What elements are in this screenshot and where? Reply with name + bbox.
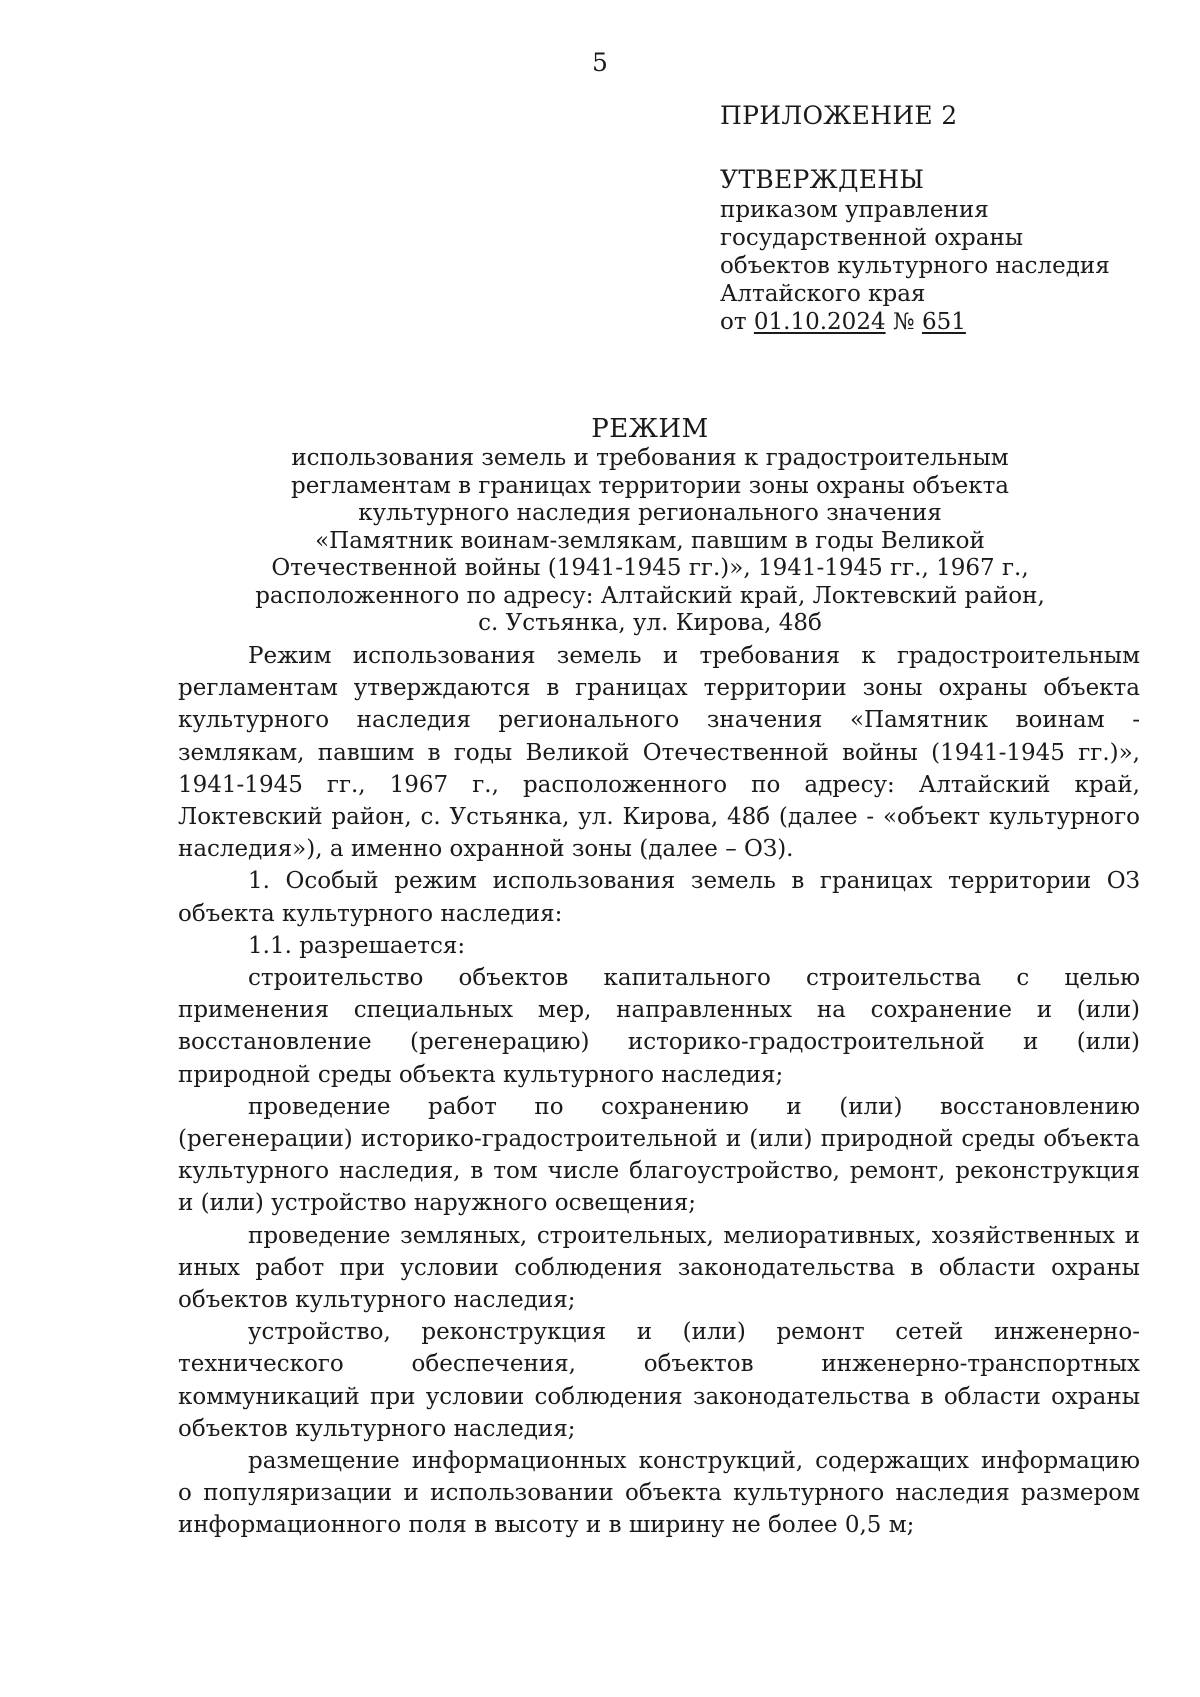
document-body [178, 640, 1140, 1542]
title-line: регламентам в границах территории зоны охраны объекта [290, 472, 1010, 499]
approved-label: УТВЕРЖДЕНЫ [720, 165, 925, 194]
title-line: «Памятник воинам-землякам, павшим в годы Великой [315, 527, 985, 554]
body-paragraph: устройство, реконструкция и (или) ремонт сетей инженерно-технического обеспечения, объектов инженерно-транспортных коммуникаций при условии соблюдения законодательства в области охраны объектов культурного наследия; [178, 1319, 1140, 1442]
order-date: 01.10.2024 [753, 309, 886, 335]
title-line: с. Устьянка, ул. Кирова, 48б [478, 610, 822, 636]
approval-stamp [720, 102, 1180, 336]
body-paragraph: строительство объектов капитального строительства с целью применения специальных мер, направленных на сохранение и (или) восстановление (регенерацию) историко-градостроительной и (или) природной среды объекта культурного наследия; [178, 965, 1140, 1088]
body-paragraph: размещение информационных конструкций, содержащих информацию о популяризации и использовании объекта культурного наследия размером информационного поля в высоту и в ширину не более 0,5 м; [178, 1448, 1140, 1539]
order-number-sign: № [885, 309, 922, 335]
order-prefix: от [720, 309, 754, 335]
approval-line: Алтайского края [720, 281, 926, 307]
document-title: РЕЖИМ [591, 414, 709, 444]
body-paragraph: 1. Особый режим использования земель в границах территории ОЗ объекта культурного наследия: [178, 868, 1140, 927]
body-paragraph: Режим использования земель и требования к градостроительным регламентам утверждаются в границах территории зоны охраны объекта культурного наследия регионального значения «Памятник воинам - землякам, павшим в годы Великой Отечественной войны (1941-1945 гг.)», 1941-1945 гг., 1967 г., расположенного по адресу: Алтайский край, Локтевский район, с. Устьянка, ул. Кирова, 48б (далее - «объект культурного наследия»), а именно охранной зоны (далее – ОЗ). [178, 643, 1140, 863]
body-paragraph: проведение работ по сохранению и (или) восстановлению (регенерации) историко-градостроительной и (или) природной среды объекта культурного наследия, в том числе благоустройство, ремонт, реконструкция и (или) устройство наружного освещения; [178, 1093, 1140, 1217]
document-title-block [170, 413, 1130, 638]
order-number: 651 [921, 309, 966, 335]
approval-line: государственной охраны [720, 225, 1024, 251]
title-line: расположенного по адресу: Алтайский край, Локтевский район, [255, 582, 1045, 609]
order-line [720, 308, 1180, 336]
approval-line: объектов культурного наследия [720, 253, 1110, 279]
title-line: использования земель и требования к градостроительным [291, 445, 1009, 471]
appendix-label: ПРИЛОЖЕНИЕ 2 [720, 101, 958, 130]
page-number: 5 [592, 48, 608, 77]
title-line: Отечественной войны (1941-1945 гг.)», 1941-1945 гг., 1967 г., [271, 555, 1029, 581]
title-line: культурного наследия регионального значения [358, 500, 942, 526]
body-paragraph: 1.1. разрешается: [248, 932, 466, 959]
body-paragraph: проведение земляных, строительных, мелиоративных, хозяйственных и иных работ при условии соблюдения законодательства в области охраны объектов культурного наследия; [178, 1222, 1140, 1314]
approval-line: приказом управления [720, 197, 989, 223]
